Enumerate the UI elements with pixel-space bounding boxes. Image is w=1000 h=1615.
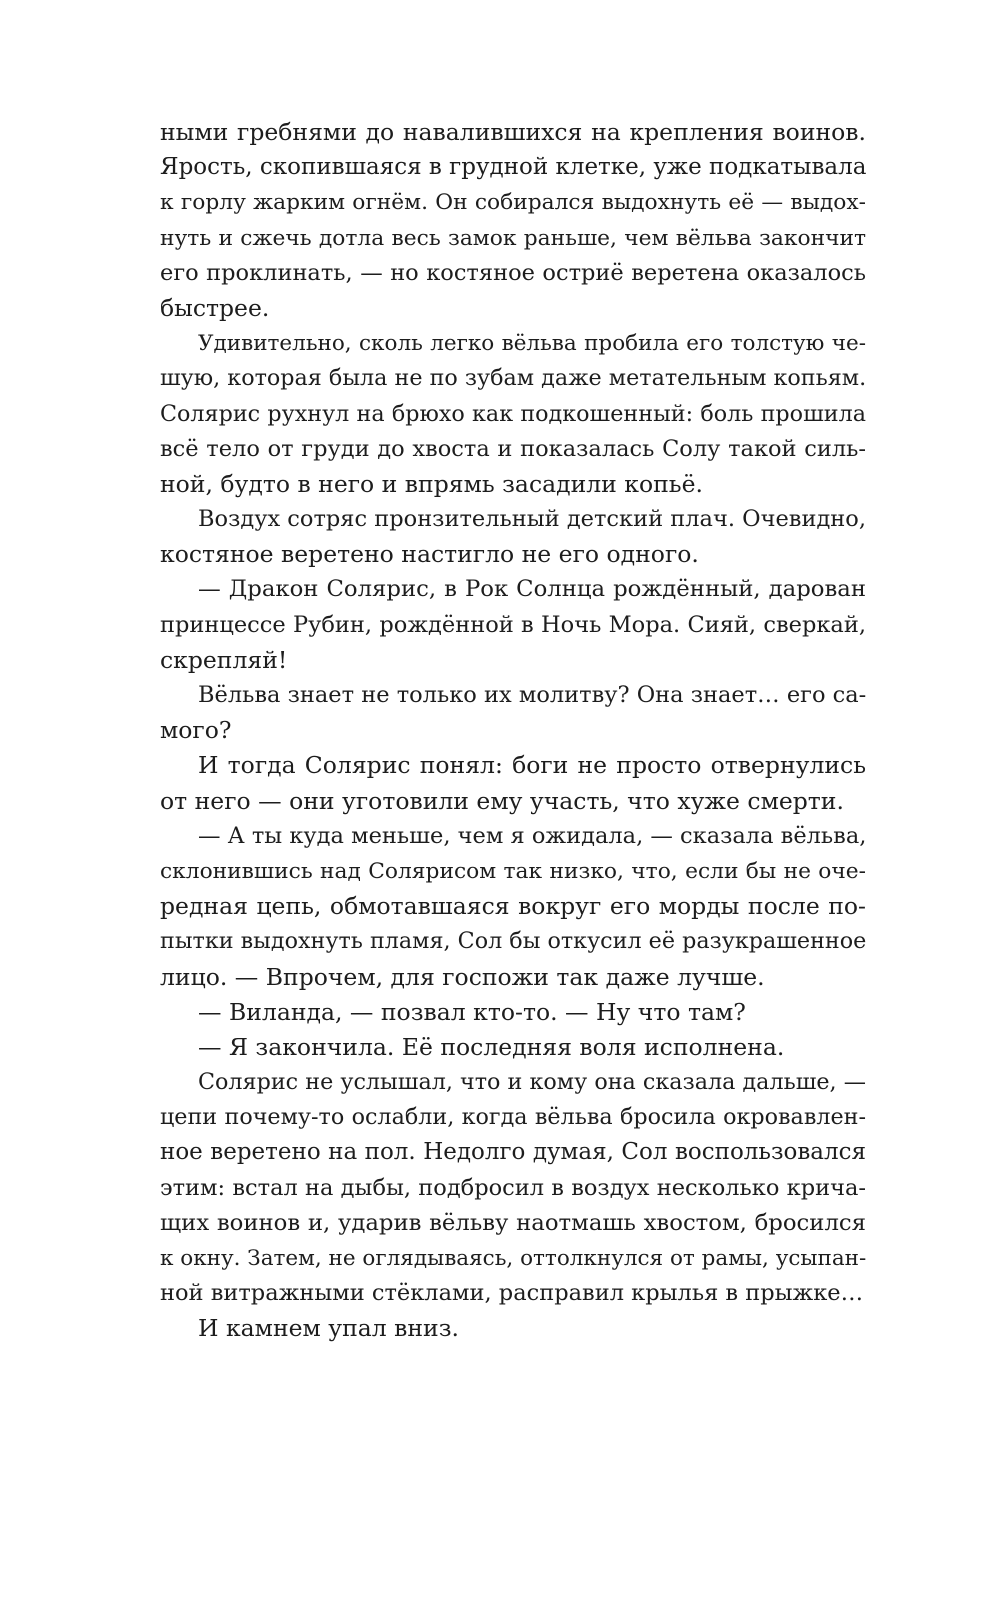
text-line: всё тело от груди до хвоста и показалась Солу такой силь- xyxy=(160,435,866,462)
text-line: от него — они уготовили ему участь, что хуже смерти. xyxy=(160,786,844,815)
text-line: Солярис рухнул на брюхо как подкошенный: боль прошила xyxy=(160,400,866,427)
text-line: Воздух сотряс пронзительный детский плач. Очевидно, xyxy=(198,506,866,533)
text-line: нуть и сжечь дотла весь замок раньше, чем вёльва закончит xyxy=(160,225,866,251)
text-line: быстрее. xyxy=(160,293,270,322)
text-line: его проклинать, — но костяное остриё веретена оказалось xyxy=(160,259,866,286)
text-line: лицо. — Впрочем, для госпожи так даже лучше. xyxy=(160,962,765,991)
text-line: ными гребнями до навалившихся на крепления воинов. xyxy=(160,118,866,146)
text-line: ной, будто в него и впрямь засадили копьё. xyxy=(160,469,703,498)
text-line: редная цепь, обмотавшаяся вокруг его морды после по- xyxy=(160,892,866,921)
text-line: Удивительно, сколь легко вёльва пробила его толстую че- xyxy=(198,331,866,357)
text-line: И камнем упал вниз. xyxy=(198,1314,460,1343)
text-line: — Дракон Солярис, в Рок Солнца рождённый, дарован xyxy=(198,576,866,603)
text-line: Вёльва знает не только их молитву? Она знает… его са- xyxy=(198,682,867,708)
text-line: костяное веретено настигло не его одного. xyxy=(160,540,699,569)
text-line: склонившись над Солярисом так низко, что, если бы не оче- xyxy=(160,858,866,884)
text-line: щих воинов и, ударив вёльву наотмашь хвостом, бросился xyxy=(160,1209,866,1236)
text-line: пытки выдохнуть пламя, Сол бы откусил её разукрашенное xyxy=(160,928,867,955)
text-line: — А ты куда меньше, чем я ожидала, — сказала вёльва, xyxy=(198,822,867,849)
text-line: этим: встал на дыбы, подбросил в воздух несколько крича- xyxy=(160,1174,866,1201)
text-line: мого? xyxy=(160,716,232,745)
text-line: цепи почему-то ослабли, когда вёльва бросила окровавлен- xyxy=(160,1104,866,1131)
text-line: Ярость, скопившаяся в грудной клетке, уже подкатывала xyxy=(160,154,867,181)
text-line: — Виланда, — позвал кто-то. — Ну что там? xyxy=(198,997,746,1026)
text-line: принцессе Рубин, рождённой в Ночь Мора. Сияй, сверкай, xyxy=(160,611,866,638)
text-line: ное веретено на пол. Недолго думая, Сол воспользовался xyxy=(160,1139,866,1166)
text-line: скрепляй! xyxy=(160,645,288,674)
book-page-text xyxy=(160,115,866,1347)
text-line: Солярис не услышал, что и кому она сказала дальше, — xyxy=(198,1069,866,1096)
text-line: к горлу жарким огнём. Он собирался выдохнуть её — выдох- xyxy=(160,190,866,216)
text-line: к окну. Затем, не оглядываясь, оттолкнулся от рамы, усыпан- xyxy=(160,1246,867,1271)
text-line: ной витражными стёклами, расправил крылья в прыжке… xyxy=(160,1280,864,1307)
text-line: — Я закончила. Её последняя воля исполнена. xyxy=(198,1032,785,1061)
text-line: шую, которая была не по зубам даже метательным копьям. xyxy=(160,365,867,392)
text-line: И тогда Солярис понял: боги не просто отвернулись xyxy=(198,751,866,780)
